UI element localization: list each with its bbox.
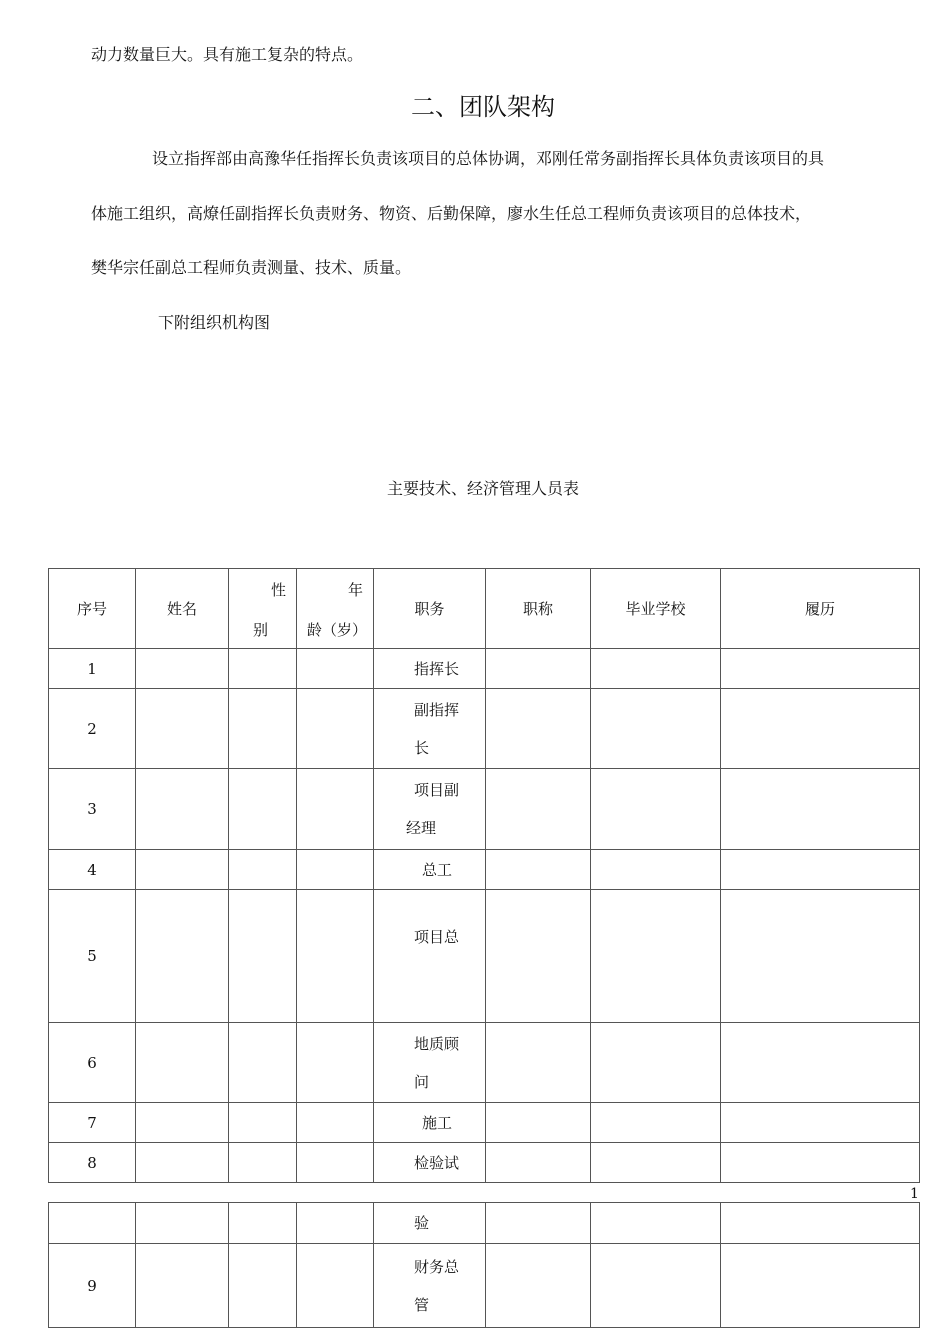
header-title: 职称 [486, 569, 591, 649]
cell-age [297, 769, 374, 850]
cell-duty [374, 1103, 486, 1143]
cell-school [591, 769, 721, 850]
cell-name [136, 890, 229, 1023]
cell-duty-line: 指挥长 [414, 659, 460, 678]
cell-school [591, 689, 721, 769]
cell-seq: 7 [49, 1103, 136, 1143]
cell-gender [229, 1244, 297, 1328]
cell-gender [229, 1203, 297, 1244]
cell-title [486, 689, 591, 769]
cell-age [297, 1103, 374, 1143]
paragraph-line: 樊华宗任副总工程师负责测量、技术、质量。 [91, 258, 412, 277]
cell-age [297, 850, 374, 890]
cell-duty [374, 689, 486, 769]
cell-gender [229, 649, 297, 689]
header-resume: 履历 [721, 569, 920, 649]
cell-duty-line: 检验试 [414, 1153, 460, 1172]
cell-duty-line: 项目副 [414, 781, 460, 799]
cell-name [136, 1203, 229, 1244]
section-heading: 二、团队架构 [411, 93, 555, 121]
cell-resume [721, 890, 920, 1023]
cell-seq: 2 [49, 689, 136, 769]
table-row [49, 890, 920, 1023]
cell-title [486, 850, 591, 890]
paragraph-line: 动力数量巨大。具有施工复杂的特点。 [91, 45, 364, 64]
cell-duty-line: 项目总 [414, 928, 460, 946]
table-row [49, 649, 920, 689]
cell-gender [229, 769, 297, 850]
cell-gender [229, 689, 297, 769]
cell-age [297, 689, 374, 769]
cell-name [136, 1023, 229, 1103]
cell-title [486, 1023, 591, 1103]
cell-gender [229, 1143, 297, 1183]
cell-school [591, 649, 721, 689]
table-row [49, 1203, 920, 1244]
cell-gender [229, 1103, 297, 1143]
cell-school [591, 850, 721, 890]
cell-duty [374, 1203, 486, 1244]
cell-duty [374, 1023, 486, 1103]
table-header-row [49, 569, 920, 649]
cell-title [486, 1103, 591, 1143]
cell-gender [229, 890, 297, 1023]
staff-table-continued [48, 1202, 920, 1328]
cell-title [486, 1244, 591, 1328]
cell-duty-line: 总工 [422, 860, 453, 879]
page-number: 1 [910, 1186, 919, 1202]
cell-gender [229, 850, 297, 890]
cell-seq [49, 1203, 136, 1244]
cell-seq: 9 [49, 1244, 136, 1328]
cell-duty-line: 问 [414, 1072, 430, 1091]
cell-title [486, 769, 591, 850]
cell-duty [374, 890, 486, 1023]
cell-duty [374, 850, 486, 890]
cell-school [591, 890, 721, 1023]
paragraph-line: 体施工组织，高燎任副指挥长负责财务、物资、后勤保障，廖水生任总工程师负责该项目的总体技术， [91, 204, 812, 223]
cell-resume [721, 850, 920, 890]
header-age-top: 年 [347, 580, 363, 599]
cell-age [297, 649, 374, 689]
cell-resume [721, 1203, 920, 1244]
cell-duty [374, 1244, 486, 1328]
cell-name [136, 850, 229, 890]
cell-seq: 1 [49, 649, 136, 689]
header-name: 姓名 [136, 569, 229, 649]
cell-school [591, 1103, 721, 1143]
cell-resume [721, 1143, 920, 1183]
header-gender-bottom: 别 [253, 620, 269, 639]
cell-name [136, 1143, 229, 1183]
cell-title [486, 1203, 591, 1244]
paragraph-line: 设立指挥部由高豫华任指挥长负责该项目的总体协调，邓刚任常务副指挥长具体负责该项目的具 [152, 149, 825, 168]
cell-duty-line: 施工 [422, 1113, 453, 1132]
cell-title [486, 890, 591, 1023]
cell-school [591, 1023, 721, 1103]
table-row [49, 1023, 920, 1103]
cell-duty-line: 经理 [406, 819, 437, 837]
table-row [49, 1244, 920, 1328]
header-gender [229, 569, 297, 649]
cell-seq: 8 [49, 1143, 136, 1183]
cell-school [591, 1203, 721, 1244]
cell-age [297, 890, 374, 1023]
cell-resume [721, 689, 920, 769]
cell-name [136, 1244, 229, 1328]
table-row [49, 1143, 920, 1183]
cell-duty [374, 1143, 486, 1183]
cell-resume [721, 649, 920, 689]
cell-duty [374, 649, 486, 689]
cell-name [136, 649, 229, 689]
table-row [49, 769, 920, 850]
table-row [49, 1103, 920, 1143]
cell-seq: 6 [49, 1023, 136, 1103]
cell-school [591, 1244, 721, 1328]
cell-duty-line: 财务总 [414, 1257, 460, 1276]
cell-title [486, 1143, 591, 1183]
cell-age [297, 1023, 374, 1103]
paragraph-line: 下附组织机构图 [158, 313, 271, 332]
cell-seq: 4 [49, 850, 136, 890]
cell-resume [721, 1023, 920, 1103]
cell-duty-line: 验 [414, 1214, 430, 1232]
cell-duty-line: 副指挥 [414, 700, 460, 719]
cell-age [297, 1203, 374, 1244]
cell-title [486, 649, 591, 689]
cell-seq: 5 [49, 890, 136, 1023]
cell-name [136, 1103, 229, 1143]
cell-resume [721, 769, 920, 850]
cell-name [136, 769, 229, 850]
cell-name [136, 689, 229, 769]
cell-gender [229, 1023, 297, 1103]
cell-resume [721, 1244, 920, 1328]
cell-resume [721, 1103, 920, 1143]
table-row [49, 850, 920, 890]
header-age [297, 569, 374, 649]
header-school: 毕业学校 [591, 569, 721, 649]
header-gender-top: 性 [270, 580, 286, 599]
staff-table [48, 568, 920, 1183]
cell-age [297, 1244, 374, 1328]
cell-duty-line: 长 [414, 738, 430, 757]
cell-duty-line: 管 [414, 1295, 430, 1314]
header-seq: 序号 [49, 569, 136, 649]
table-row [49, 689, 920, 769]
header-age-bottom: 龄（岁） [307, 620, 368, 639]
table-title: 主要技术、经济管理人员表 [386, 479, 579, 498]
cell-age [297, 1143, 374, 1183]
cell-duty-line: 地质顾 [414, 1034, 460, 1053]
header-duty: 职务 [374, 569, 486, 649]
cell-seq: 3 [49, 769, 136, 850]
cell-duty [374, 769, 486, 850]
cell-school [591, 1143, 721, 1183]
